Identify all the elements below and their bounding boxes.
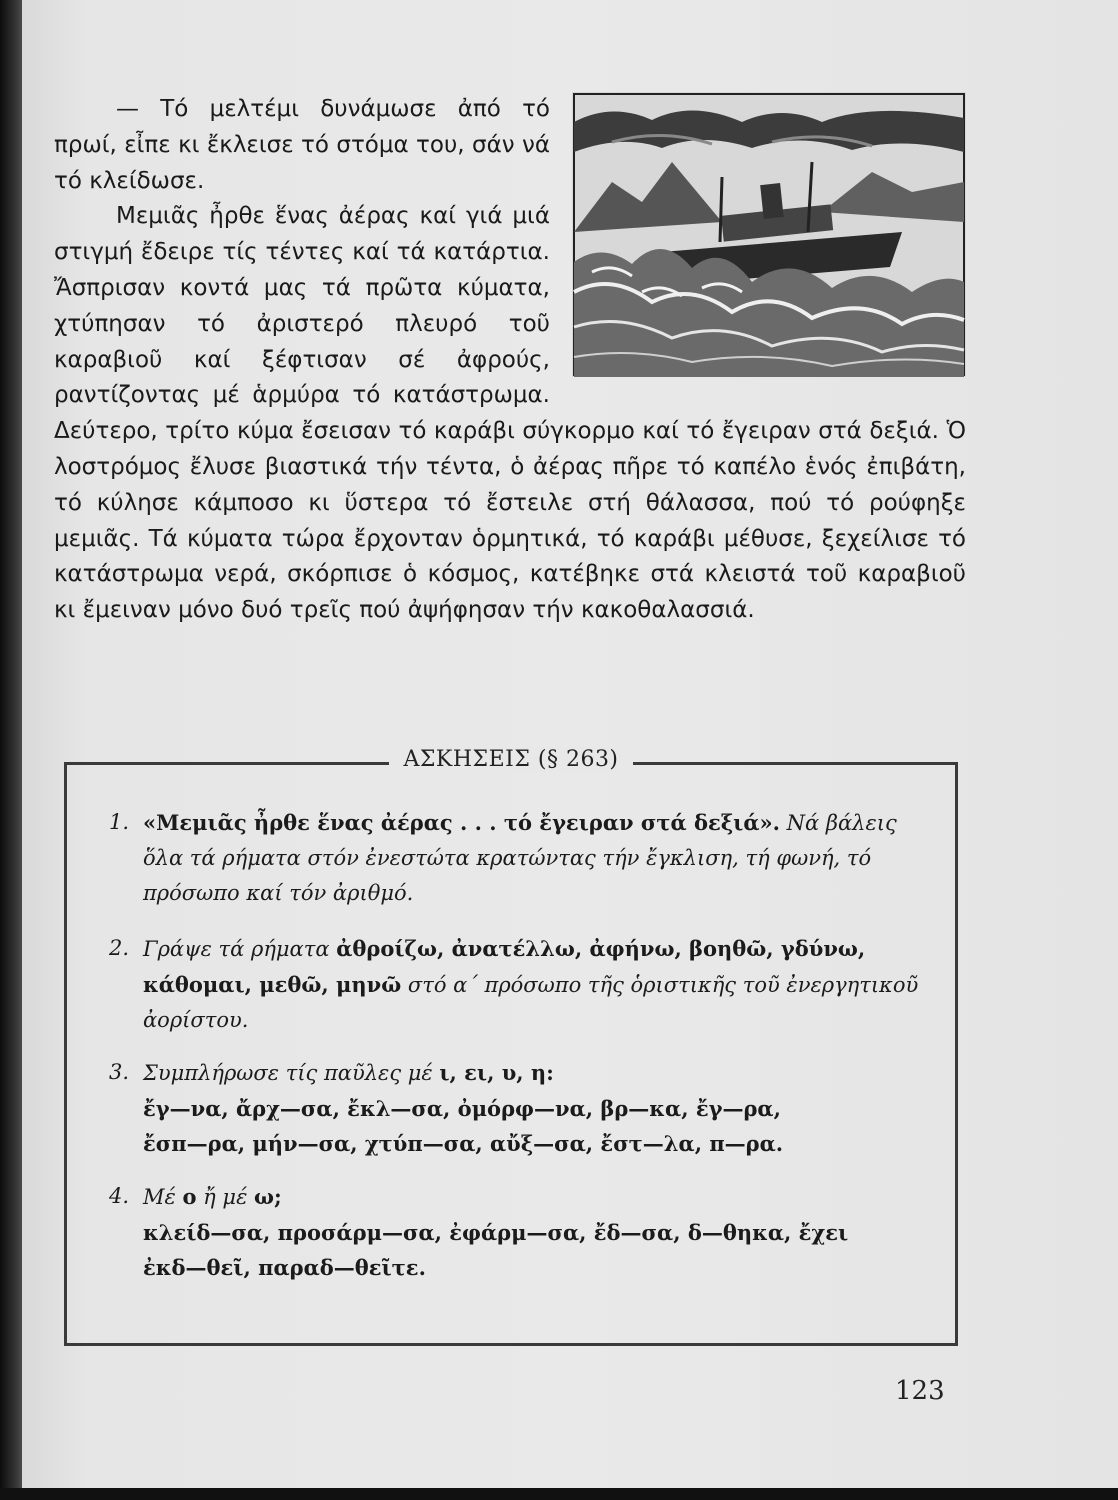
exercise-number: 2. (109, 936, 130, 960)
storm-ship-drawing (572, 92, 966, 377)
exercise-letter-o: ο (182, 1184, 197, 1209)
exercise-number: 1. (109, 810, 130, 834)
exercise-number: 4. (109, 1184, 130, 1208)
story-paragraph-2: Μεμιᾶς ἦρθε ἕνας ἀέρας καί γιά μιά στιγμή ἔδειρε τίς τέντες καί τά κατάρτια. Ἄσπρισαν κοντά μας τά πρῶτα κύματα, χτύπησαν τό ἀριστερό πλευρό τοῦ καραβιοῦ καί ξέφτισαν σέ ἀφρούς, ραντίζοντας μέ ἁρμύρα τό κατάστρωμα. Δεύτερο, τρίτο κύμα ἔσεισαν τό καράβι σύγκορμο καί τό ἔγειραν στά δεξιά. Ὁ λοστρόμος ἔλυσε βιαστικά τήν τέντα, ὁ ἀέρας πῆρε τό καπέλο ἑνός ἐπιβάτη, τό κύλησε κάμποσο κι ὕστερα τό ἔστειλε στή θάλασσα, πού τό ρούφηξε μεμιᾶς. Τά κύματα τώρα ἔρχονταν ὁρμητικά, τό καράβι μέθυσε, ξεχείλισε τό κατάστρωμα νερά, σκόρπισε ὁ κόσμος, κατέβηκε στά κλειστά τοῦ καραβιοῦ κι ἔμειναν μόνο δυό τρεῖς πού ἀψήφησαν τήν κακοθαλασσιά. (54, 203, 966, 624)
exercise-2 (109, 931, 939, 1038)
exercise-verbs: ἀθροίζω, ἀνατέλλω, ἀφήνω, βοηθῶ, γδύνω, κάθομαι, μεθῶ, μηνῶ (143, 936, 866, 997)
book-page (22, 0, 1118, 1488)
exercise-words-line-1: ἔγ—να, ἄρχ—σα, ἔκλ—σα, ὀμόρφ—να, βρ—κα, ἔγ—ρα, (143, 1096, 781, 1121)
exercise-letter-omega: ω; (254, 1184, 282, 1209)
exercise-words-line-2: ἔσπ—ρα, μήν—σα, χτύπ—σα, αὔξ—σα, ἔστ—λα, π—ρα. (143, 1131, 784, 1156)
exercise-words-line-2: ἐκδ—θεῖ, παραδ—θεῖτε. (143, 1255, 426, 1280)
book-spine-shadow (0, 0, 22, 1500)
page-bottom-edge (0, 1488, 1118, 1500)
exercise-words-line-1: κλείδ—σα, προσάρμ—σα, ἐφάρμ—σα, ἔδ—σα, δ—θηκα, ἔχει (143, 1220, 849, 1245)
page-number: 123 (895, 1376, 945, 1406)
exercise-quote: «Μεμιᾶς ἦρθε ἕνας ἀέρας . . . τό ἔγειραν στά δεξιά». (143, 810, 780, 835)
ship-illustration (572, 92, 966, 377)
exercises-title: ΑΣΚΗΣΕΙΣ (§ 263) (67, 747, 955, 772)
exercise-instruction: Νά βάλεις ὅλα τά ρήματα στόν ἐνεστώτα κρατώντας τήν ἔγκλιση, τή φωνή, τό πρόσωπο καί τόν ἀριθμό. (143, 811, 897, 905)
exercise-instruction: Μέ (143, 1185, 176, 1209)
exercise-4 (109, 1179, 939, 1285)
exercise-instruction-tail: στό α΄ πρόσωπο τῆς ὁριστικῆς τοῦ ἐνεργητικοῦ ἀορίστου. (143, 973, 919, 1032)
exercise-number: 3. (109, 1060, 130, 1084)
exercise-1 (109, 805, 939, 911)
exercises-box (64, 747, 958, 1346)
story-text (54, 92, 966, 629)
exercise-instruction: Συμπλήρωσε τίς παῦλες μέ (143, 1061, 433, 1085)
exercise-letters: ι, ει, υ, η: (439, 1060, 554, 1085)
story-paragraph-1: — Τό μελτέμι δυνάμωσε ἀπό τό πρωί, εἶπε κι ἔκλεισε τό στόμα του, σάν νά τό κλείδωσε. (54, 96, 550, 194)
exercise-instruction: Γράψε τά ρήματα (143, 937, 330, 961)
exercise-3 (109, 1055, 939, 1161)
exercise-instruction-mid: ἤ μέ (203, 1185, 248, 1209)
